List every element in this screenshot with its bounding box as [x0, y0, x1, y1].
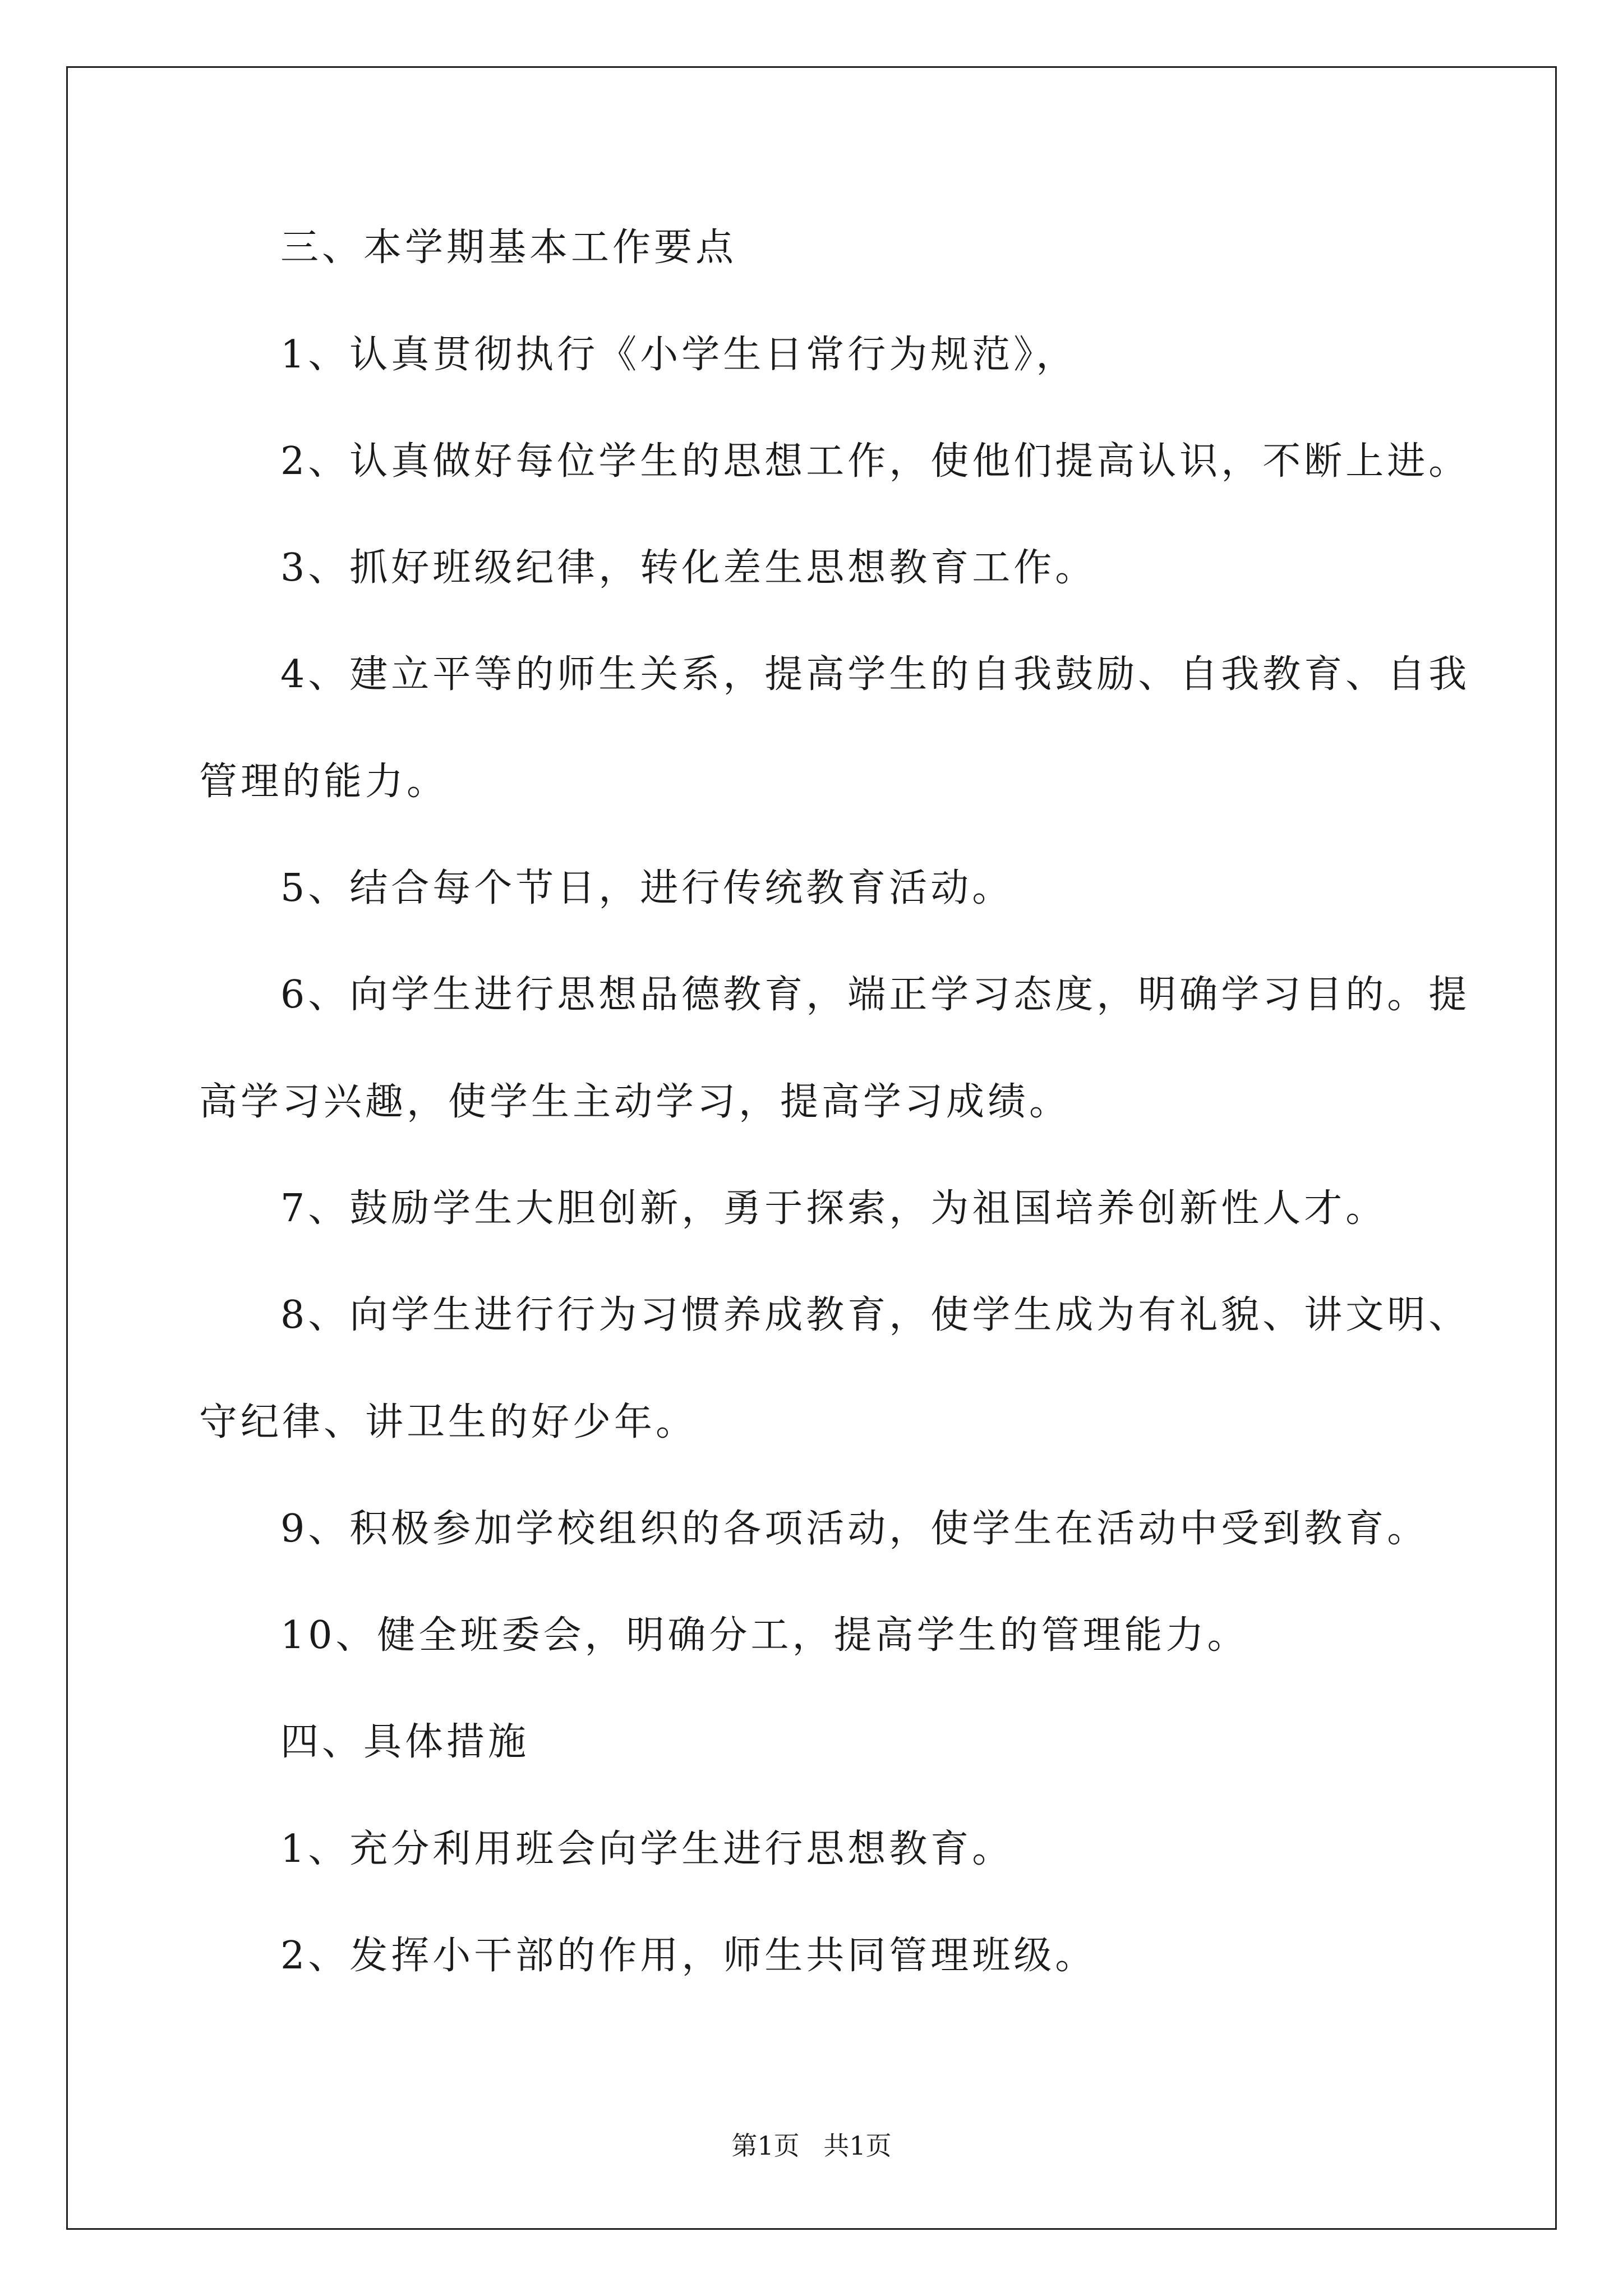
- list-item: 8、向学生进行行为习惯养成教育，使学生成为有礼貌、讲文明、: [280, 1293, 1470, 1337]
- list-item-continuation: 管理的能力。: [199, 760, 449, 804]
- list-item: 7、鼓励学生大胆创新，勇于探索，为祖国培养创新性人才。: [280, 1186, 1387, 1231]
- list-item: 1、认真贯彻执行《小学生日常行为规范》，: [280, 333, 1078, 377]
- page-number: 第1页: [731, 2131, 800, 2161]
- list-item: 10、健全班委会，明确分工，提高学生的管理能力。: [280, 1613, 1249, 1658]
- list-item: 3、抓好班级纪律，转化差生思想教育工作。: [280, 546, 1097, 590]
- list-item: 6、向学生进行思想品德教育，端正学习态度，明确学习目的。提: [280, 973, 1470, 1017]
- list-item: 2、认真做好每位学生的思想工作，使他们提高认识，不断上进。: [280, 439, 1470, 484]
- list-item: 1、充分利用班会向学生进行思想教育。: [280, 1827, 1014, 1871]
- list-item-continuation: 守纪律、讲卫生的好少年。: [199, 1400, 698, 1444]
- list-item: 5、结合每个节日，进行传统教育活动。: [280, 866, 1014, 910]
- list-item-continuation: 高学习兴趣，使学生主动学习，提高学习成绩。: [199, 1080, 1071, 1124]
- section-heading: 三、本学期基本工作要点: [280, 226, 737, 270]
- list-item: 9、积极参加学校组织的各项活动，使学生在活动中受到教育。: [280, 1507, 1429, 1551]
- page-border: [66, 66, 1557, 2230]
- list-item: 2、发挥小干部的作用，师生共同管理班级。: [280, 1934, 1097, 1978]
- page-total: 共1页: [823, 2131, 892, 2161]
- list-item: 4、建立平等的师生关系，提高学生的自我鼓励、自我教育、自我: [280, 652, 1470, 697]
- page-footer: [0, 2129, 1623, 2162]
- section-heading: 四、具体措施: [280, 1720, 530, 1764]
